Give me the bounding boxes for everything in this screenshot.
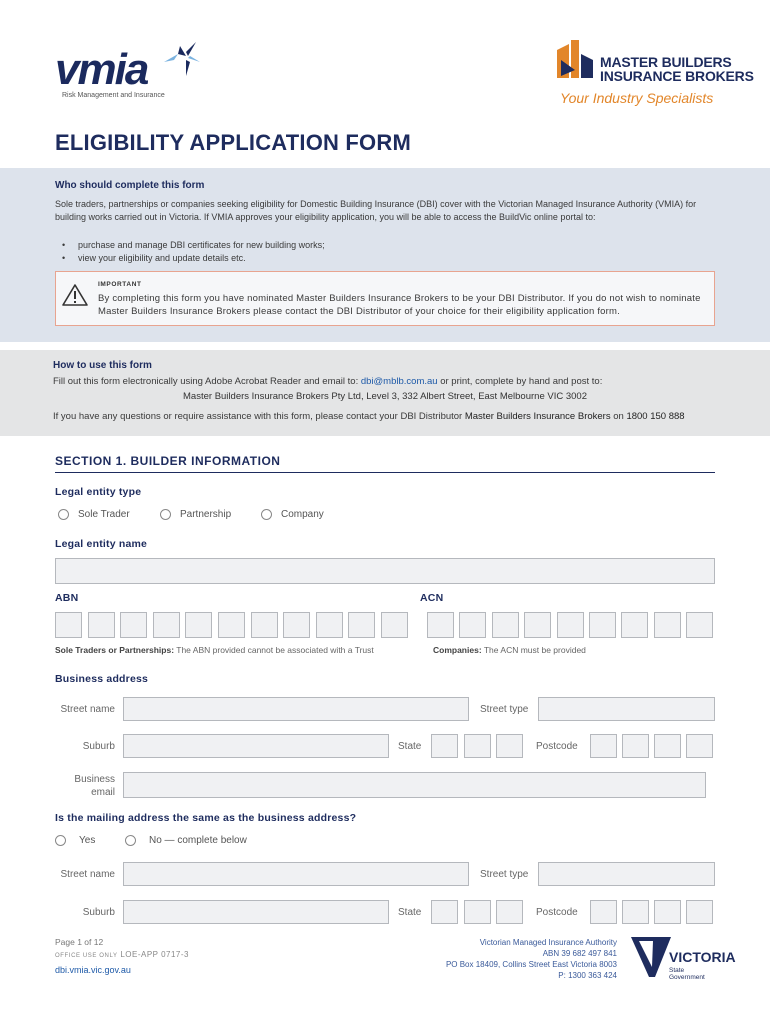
mailing-street-type-input[interactable] (538, 862, 715, 886)
addr-line: Victorian Managed Insurance Authority (479, 938, 617, 947)
how-text: Fill out this form electronically using Adobe Acrobat Reader and email to: (53, 376, 361, 387)
who-text: Sole traders, partnerships or companies seeking eligibility for Domestic Building Insurance (DBI) cover with the Victorian Managed Insurance Authority (VMIA) for building works carried out in Victoria. If VMIA approves your eligibility application, you will be able to access the BuildVic online portal to: (55, 199, 697, 222)
acn-digit-box[interactable] (654, 612, 681, 638)
contact-phone: 1800 150 888 (626, 411, 685, 422)
legal-entity-name-label: Legal entity name (55, 538, 148, 550)
abn-digit-box[interactable] (153, 612, 180, 638)
radio-sole-trader[interactable] (58, 509, 130, 520)
radio-mailing-no[interactable] (125, 835, 247, 846)
page-number: Page 1 of 12 (55, 937, 104, 947)
vic-sub1: State (669, 967, 685, 974)
mailing-suburb-input[interactable] (123, 900, 389, 924)
acn-digit-box[interactable] (459, 612, 486, 638)
suburb-input[interactable] (123, 734, 389, 758)
page-title: ELIGIBILITY APPLICATION FORM (55, 130, 411, 155)
note-bold: Companies: (433, 645, 482, 655)
radio-company[interactable] (261, 509, 324, 520)
street-type-label: Street type (480, 704, 529, 715)
state-char-box[interactable] (464, 734, 491, 758)
mailing-street-type-label: Street type (480, 869, 529, 880)
office-use-label: OFFICE USE ONLY (55, 953, 118, 959)
mb-line1: MASTER BUILDERS (600, 54, 732, 70)
abn-digit-box[interactable] (120, 612, 147, 638)
abn-digit-box[interactable] (88, 612, 115, 638)
contact-name: Master Builders Insurance Brokers (464, 411, 611, 422)
addr-line: P: 1300 363 424 (558, 971, 617, 980)
radio-partnership[interactable] (160, 509, 231, 520)
postal-address: Master Builders Insurance Brokers Pty Ltd, Level 3, 332 Albert Street, East Melbourne VIC 3002 (183, 391, 587, 402)
mailing-state-char-box[interactable] (431, 900, 458, 924)
victoria-state-government-logo (631, 937, 736, 983)
mailing-postcode-digit-box[interactable] (622, 900, 649, 924)
abn-digit-box[interactable] (381, 612, 408, 638)
mailing-postcode-label: Postcode (536, 907, 578, 918)
acn-digit-box[interactable] (427, 612, 454, 638)
label-line: email (91, 787, 115, 798)
acn-digit-box[interactable] (686, 612, 713, 638)
postcode-digit-box[interactable] (686, 734, 713, 758)
abn-digit-box[interactable] (316, 612, 343, 638)
acn-digit-box[interactable] (557, 612, 584, 638)
state-label: State (398, 741, 422, 752)
section-title: SECTION 1. BUILDER INFORMATION (55, 454, 281, 468)
how-instructions (53, 376, 602, 387)
how-text: or print, complete by hand and post to: (437, 376, 603, 387)
radio-circle[interactable] (261, 509, 272, 520)
radio-label: Yes (79, 835, 96, 846)
form-code (55, 950, 189, 959)
vmia-star-icon (160, 40, 202, 90)
acn-digit-box[interactable] (492, 612, 519, 638)
abn-note (55, 645, 374, 655)
radio-label: Company (281, 509, 324, 520)
footer-address (420, 937, 617, 981)
acn-digit-box[interactable] (589, 612, 616, 638)
street-name-input[interactable] (123, 697, 469, 721)
contact-text: on (610, 411, 627, 422)
business-email-input[interactable] (123, 772, 706, 798)
street-type-input[interactable] (538, 697, 715, 721)
mailing-postcode-digit-box[interactable] (590, 900, 617, 924)
abn-digit-box[interactable] (251, 612, 278, 638)
note-text: The ACN must be provided (481, 645, 586, 655)
master-builders-logo-icon (557, 40, 595, 80)
legal-entity-type-label: Legal entity type (55, 486, 142, 498)
bullet-text: purchase and manage DBI certificates for new building works; (78, 240, 325, 250)
postcode-digit-box[interactable] (654, 734, 681, 758)
business-email-label (55, 773, 115, 799)
street-name-label: Street name (60, 704, 115, 715)
mailing-street-name-input[interactable] (123, 862, 469, 886)
abn-digit-box[interactable] (348, 612, 375, 638)
important-label: IMPORTANT (98, 281, 142, 288)
radio-label: Sole Trader (78, 509, 130, 520)
mailing-question: Is the mailing address the same as the business address? (55, 812, 357, 824)
mailing-postcode-digit-box[interactable] (654, 900, 681, 924)
acn-digit-box[interactable] (524, 612, 551, 638)
bullet-text: view your eligibility and update details etc. (78, 253, 246, 263)
mailing-postcode-digit-box[interactable] (686, 900, 713, 924)
abn-digit-box[interactable] (283, 612, 310, 638)
postcode-digit-box[interactable] (590, 734, 617, 758)
note-text: The ABN provided cannot be associated with a Trust (174, 645, 374, 655)
business-address-label: Business address (55, 673, 149, 685)
radio-circle[interactable] (55, 835, 66, 846)
abn-label: ABN (55, 592, 79, 604)
acn-note (433, 645, 586, 655)
radio-circle[interactable] (160, 509, 171, 520)
acn-label: ACN (420, 592, 444, 604)
abn-digit-box[interactable] (185, 612, 212, 638)
how-contact (53, 411, 685, 422)
mailing-state-char-box[interactable] (496, 900, 523, 924)
radio-circle[interactable] (58, 509, 69, 520)
note-bold: Sole Traders or Partnerships: (55, 645, 175, 655)
vmia-logo-subtitle: Risk Management and Insurance (62, 92, 165, 99)
how-title: How to use this form (53, 360, 152, 371)
who-bullet-1: • purchase and manage DBI certificates for new building works; (62, 240, 325, 250)
warning-icon (62, 283, 88, 307)
label-line: Business (74, 774, 115, 785)
radio-circle[interactable] (125, 835, 136, 846)
addr-line: PO Box 18409, Collins Street East Victoria 8003 (445, 960, 617, 969)
radio-label: No — complete below (149, 835, 247, 846)
mailing-suburb-label: Suburb (82, 907, 115, 918)
radio-label: Partnership (180, 509, 232, 520)
footer-url[interactable]: dbi.vmia.vic.gov.au (55, 965, 131, 975)
mailing-state-label: State (398, 907, 422, 918)
master-builders-tagline: Your Industry Specialists (560, 90, 714, 106)
suburb-label: Suburb (82, 741, 115, 752)
addr-line: ABN 39 682 497 841 (542, 949, 617, 958)
abn-digit-box[interactable] (218, 612, 245, 638)
vic-word: VICTORIA (669, 949, 736, 965)
mailing-street-name-label: Street name (60, 869, 115, 880)
vic-sub2: Government (669, 974, 705, 981)
abn-digit-box[interactable] (55, 612, 82, 638)
mailing-state-char-box[interactable] (464, 900, 491, 924)
form-code-value: LOE-APP 0717-3 (120, 950, 189, 959)
legal-entity-name-input[interactable] (55, 558, 715, 584)
postcode-digit-box[interactable] (622, 734, 649, 758)
important-text: By completing this form you have nominated Master Builders Insurance Brokers to be your DBI Distributor. If you do not wish to nominate Master Builders Insurance Brokers please contact the DBI Distributor of your choice for their eligibility application form. (98, 293, 701, 317)
who-title: Who should complete this form (55, 180, 205, 191)
postcode-label: Postcode (536, 741, 578, 752)
who-bullet-2: • view your eligibility and update details etc. (62, 253, 246, 263)
mb-line2: INSURANCE BROKERS (600, 68, 754, 84)
acn-digit-box[interactable] (621, 612, 648, 638)
vmia-logo-text: vmia (55, 45, 148, 94)
section-divider (55, 472, 715, 473)
radio-mailing-yes[interactable] (55, 835, 95, 846)
email-link[interactable]: dbi@mblb.com.au (360, 376, 438, 387)
state-char-box[interactable] (431, 734, 458, 758)
contact-text: If you have any questions or require assistance with this form, please contact your DBI Distributor (53, 411, 465, 422)
state-char-box[interactable] (496, 734, 523, 758)
master-builders-logo-text (600, 55, 754, 83)
